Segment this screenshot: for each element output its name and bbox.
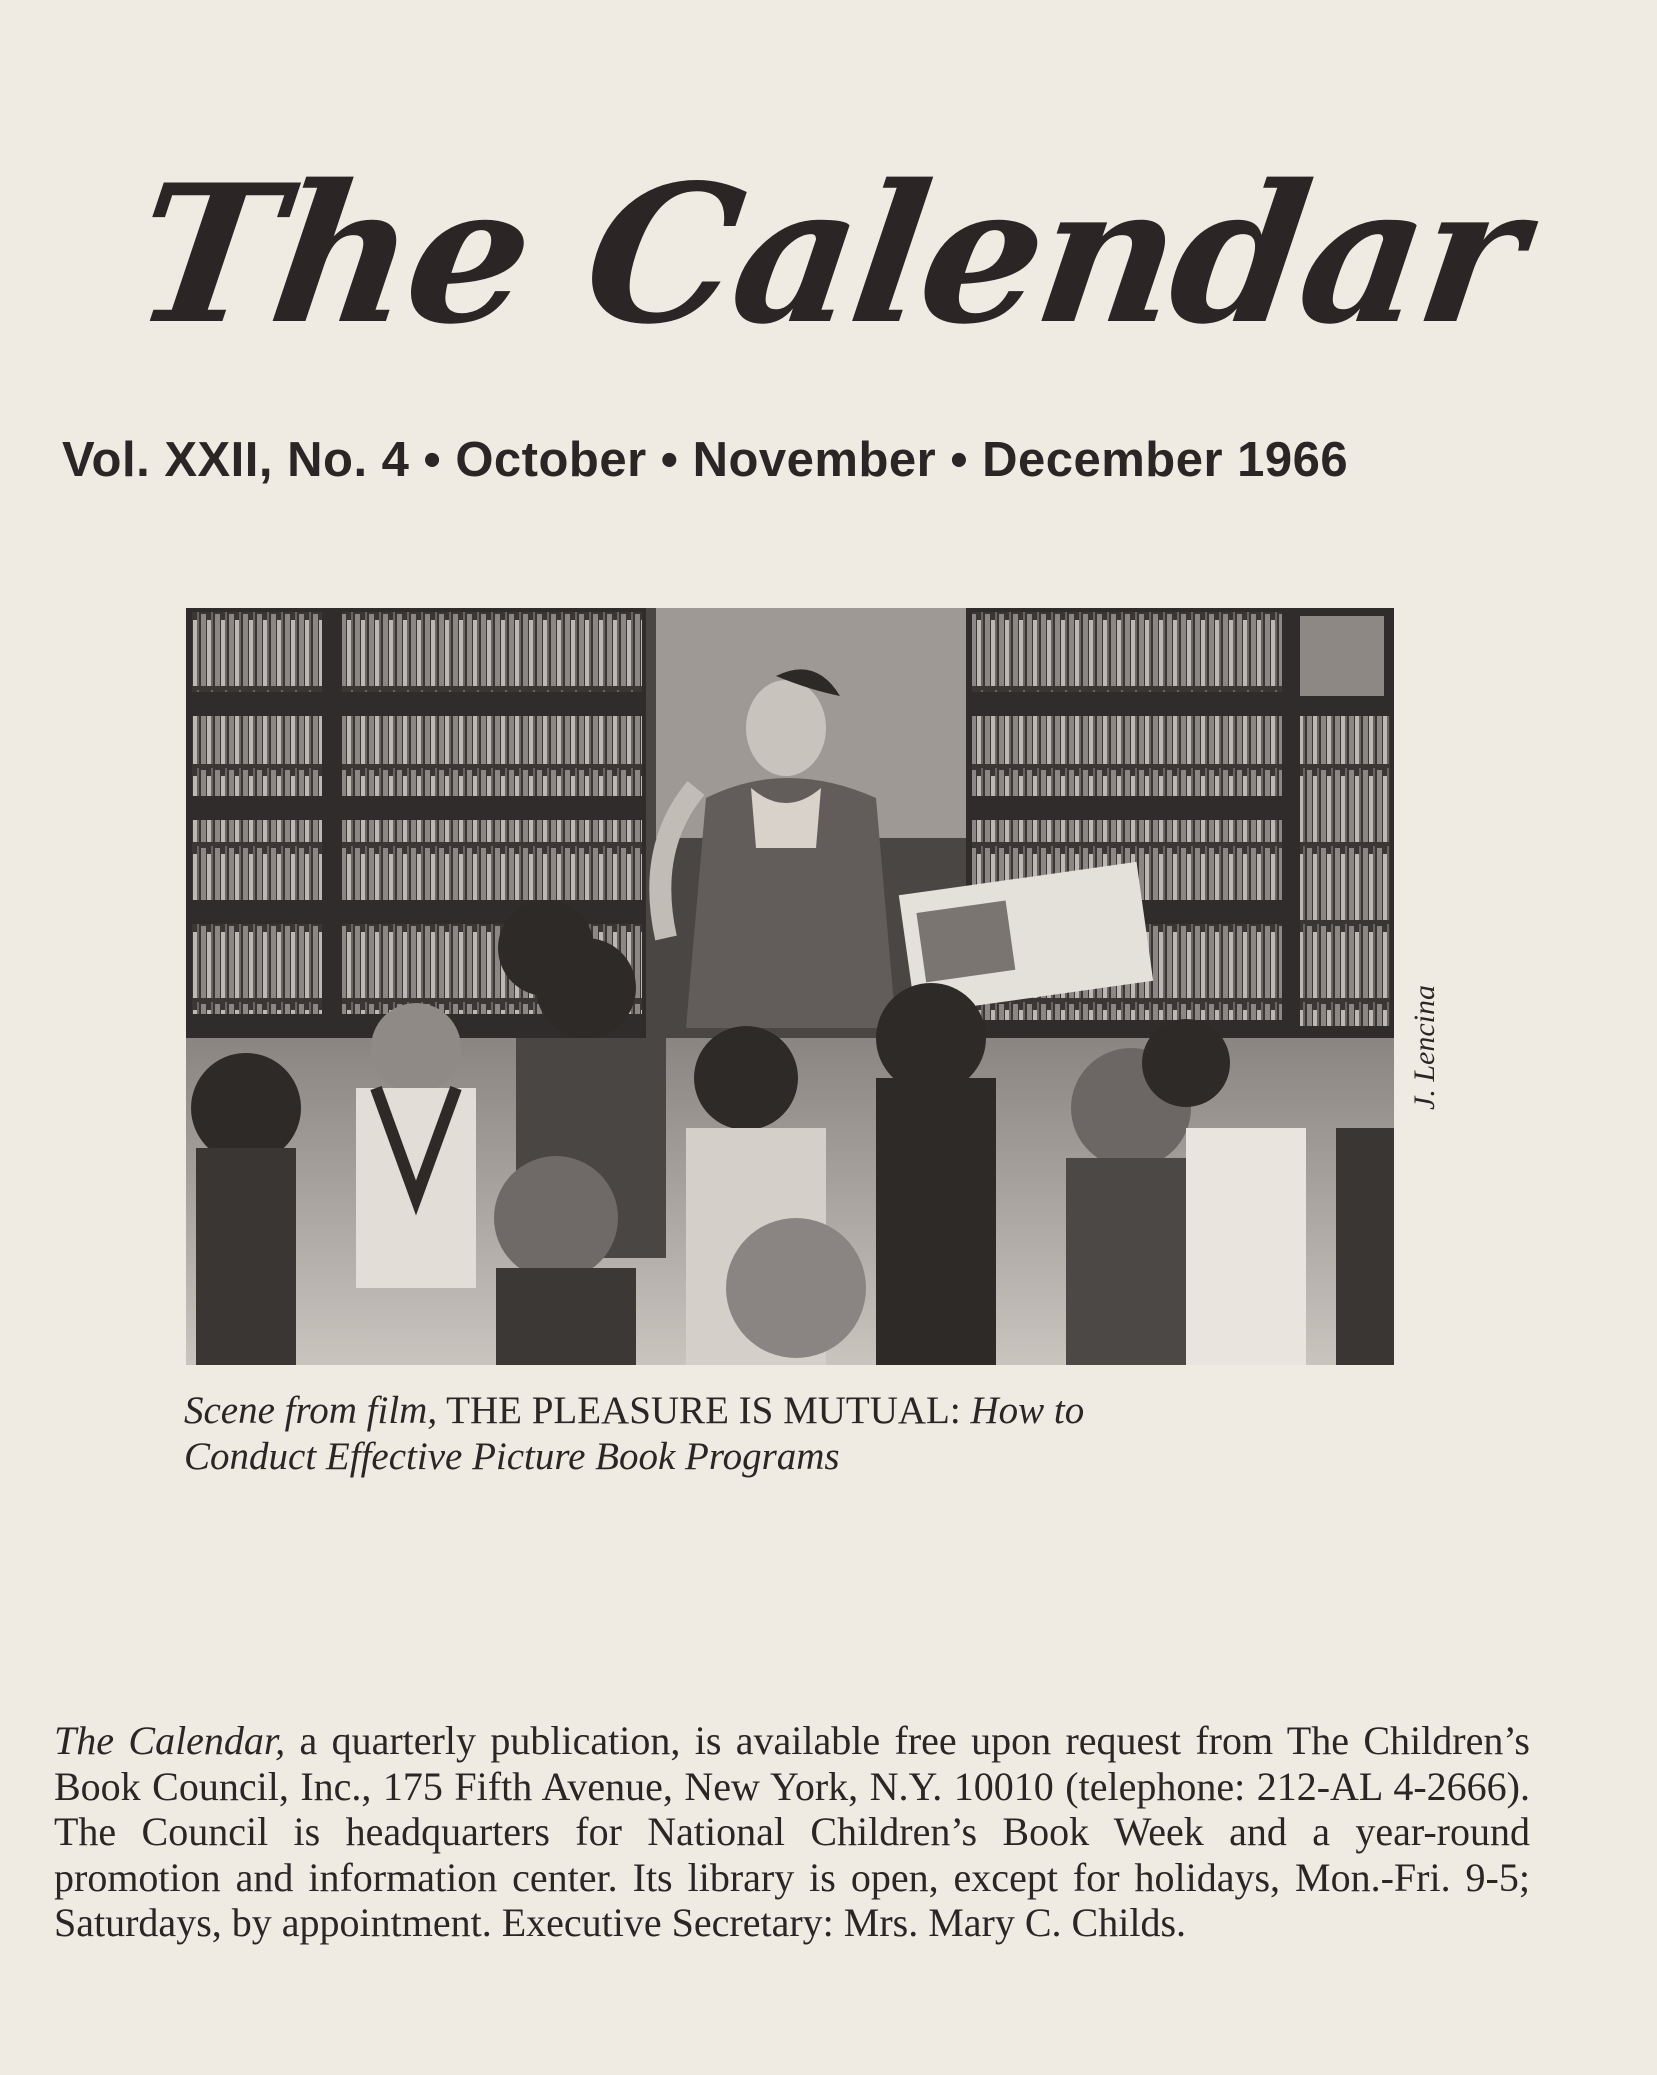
caption-film-title: THE PLEASURE IS MUTUAL: xyxy=(446,1389,961,1432)
caption-lead: Scene from film, xyxy=(184,1389,438,1432)
photograph-storytime-icon xyxy=(186,608,1394,1365)
issue-line: Vol. XXII, No. 4 • October • November • December 1966 xyxy=(62,433,1349,487)
caption-subtitle-part2: Conduct Effective Picture Book Programs xyxy=(184,1435,840,1478)
masthead xyxy=(0,140,1657,370)
publication-info xyxy=(54,1718,1530,1946)
caption-subtitle-part1: How to xyxy=(970,1389,1085,1432)
publication-title: The Calendar, xyxy=(54,1718,286,1763)
cover-photo xyxy=(186,608,1394,1365)
masthead-title: The Calendar xyxy=(122,143,1535,366)
publication-body: a quarterly publication, is available free upon request from The Children’s Book Council, Inc., 175 Fifth Avenue, New York, N.Y. 10010 (telephone: 212-AL 4-2666). The Council is headquarters for National Children’s Book Week and a year-round promotion and information center. Its library is open, except for holidays, Mon.-Fri. 9-5; Saturdays, by appointment. Executive Secretary: Mrs. Mary C. Childs. xyxy=(54,1718,1530,1945)
photo-caption xyxy=(184,1388,1394,1480)
photo-credit: J. Lencina xyxy=(1408,985,1441,1110)
